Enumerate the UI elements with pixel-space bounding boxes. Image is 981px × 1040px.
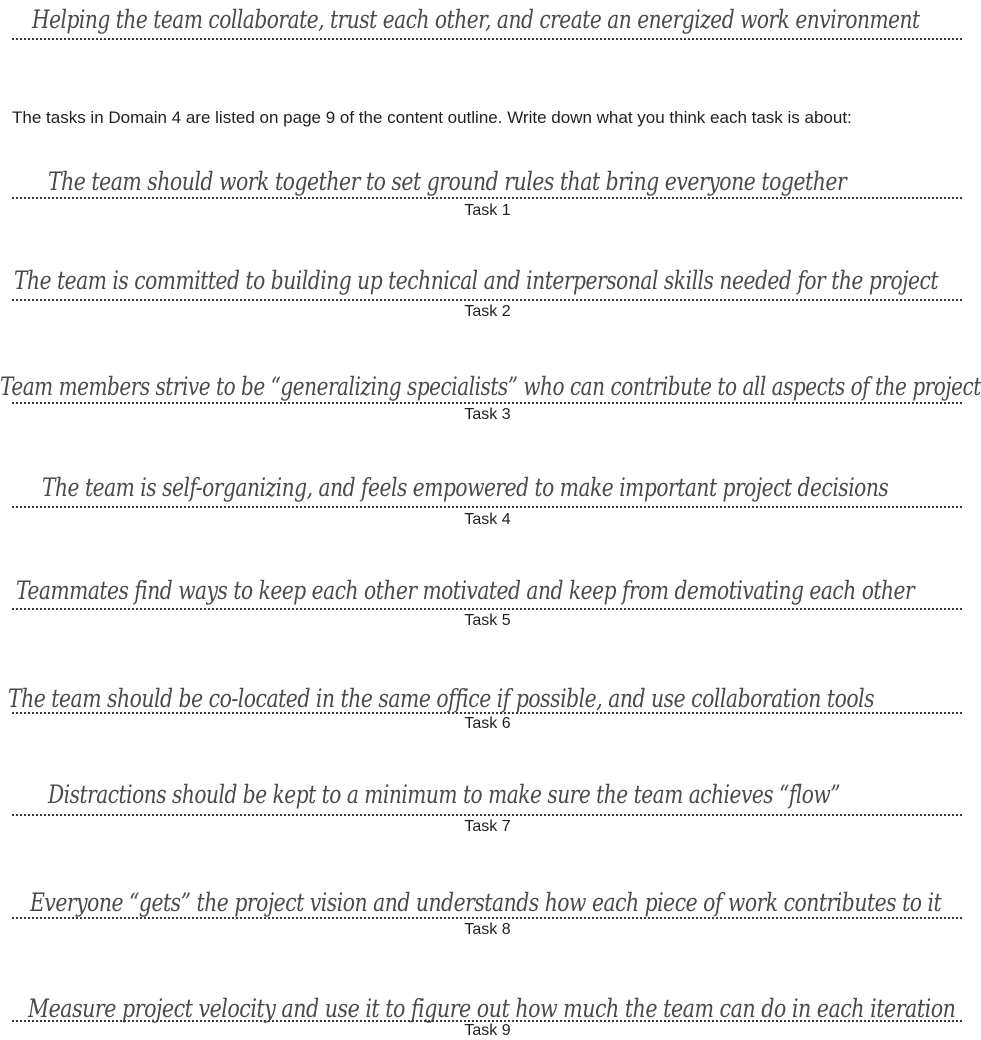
answer-line <box>12 712 962 714</box>
task-8-label: Task 8 <box>464 921 511 938</box>
task-2-label: Task 2 <box>464 303 511 320</box>
task-3-label: Task 3 <box>464 406 511 423</box>
answer-line <box>12 917 962 919</box>
answer-line <box>12 299 962 301</box>
answer-line <box>12 608 962 610</box>
instructions-text: The tasks in Domain 4 are listed on page 9 of the content outline. Write down what you think each task is about: <box>12 108 852 127</box>
task-4-label: Task 4 <box>464 511 511 528</box>
task-7-answer[interactable]: Distractions should be kept to a minimum to make sure the team achieves “flow” <box>48 780 841 809</box>
task-5-label: Task 5 <box>464 612 511 629</box>
task-9-label: Task 9 <box>464 1022 511 1039</box>
task-1-label: Task 1 <box>464 202 511 219</box>
answer-line <box>12 402 962 404</box>
answer-line <box>12 38 962 40</box>
task-8-answer[interactable]: Everyone “gets” the project vision and understands how each piece of work contributes to it <box>30 888 942 917</box>
task-7-label: Task 7 <box>464 818 511 835</box>
task-5-answer[interactable]: Teammates find ways to keep each other motivated and keep from demotivating each other <box>16 576 915 605</box>
task-2-answer[interactable]: The team is committed to building up technical and interpersonal skills needed for the project <box>14 266 938 295</box>
task-4-answer[interactable]: The team is self-organizing, and feels empowered to make important project decisions <box>42 473 889 502</box>
answer-line <box>12 814 962 816</box>
task-1-answer[interactable]: The team should work together to set ground rules that bring everyone together <box>48 167 847 196</box>
answer-line <box>12 506 962 508</box>
task-6-label: Task 6 <box>464 715 511 732</box>
answer-line <box>12 197 962 199</box>
task-9-answer[interactable]: Measure project velocity and use it to figure out how much the team can do in each iteration <box>28 994 956 1023</box>
task-3-answer[interactable]: Team members strive to be “generalizing specialists” who can contribute to all aspects of the project <box>0 372 981 401</box>
task-6-answer[interactable]: The team should be co-located in the same office if possible, and use collaboration tools <box>8 684 875 713</box>
header-answer: Helping the team collaborate, trust each other, and create an energized work environment <box>32 5 920 34</box>
